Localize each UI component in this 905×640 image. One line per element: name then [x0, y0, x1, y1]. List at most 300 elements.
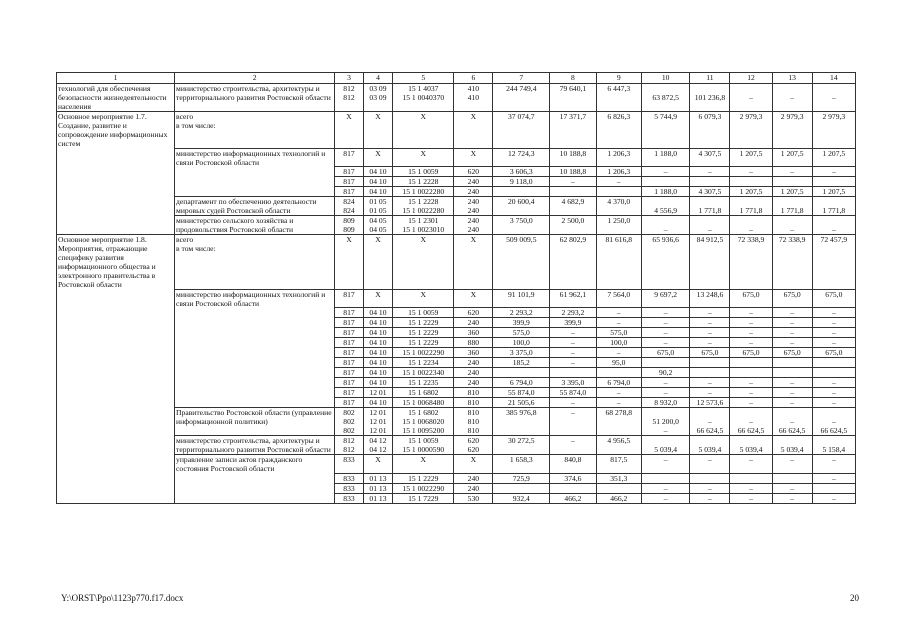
value-cell: – — [812, 318, 855, 328]
value-cell: – — [550, 348, 596, 358]
value-cell: 809 809 — [335, 216, 363, 235]
program-cell: Основное мероприятие 1.7. Создание, развитие и сопровождение информационных систем — [57, 112, 175, 149]
value-cell: – 66 624,5 — [730, 408, 772, 436]
value-cell: 15 1 0022290 — [393, 348, 454, 358]
value-cell: – — [550, 358, 596, 368]
value-cell — [596, 368, 641, 378]
executor-cell — [175, 358, 335, 368]
executor-cell: всего в том числе: — [175, 112, 335, 149]
value-cell: 817 — [335, 177, 363, 187]
value-cell: 04 10 — [363, 177, 393, 187]
table-row — [57, 289, 856, 308]
value-cell: 620 — [454, 308, 493, 318]
executor-cell: министерство сельского хозяйства и продовольствия Ростовской области — [175, 216, 335, 235]
value-cell: 675,0 — [690, 348, 730, 358]
value-cell — [812, 483, 855, 493]
value-cell: 15 1 2228 15 1 0022280 — [393, 197, 454, 216]
value-cell: 15 1 6802 — [393, 388, 454, 398]
value-cell: – — [772, 378, 812, 388]
executor-cell — [175, 348, 335, 358]
value-cell: 3 395,0 — [550, 378, 596, 388]
value-cell: 240 — [454, 358, 493, 368]
value-cell: – — [812, 388, 855, 398]
table-row — [57, 328, 856, 338]
value-cell: 240 — [454, 187, 493, 197]
value-cell: Х — [454, 148, 493, 167]
value-cell: 3 606,3 — [493, 167, 550, 177]
table-row — [57, 408, 856, 436]
column-number: 2 — [175, 73, 335, 84]
value-cell: 01 13 — [363, 493, 393, 503]
column-number: 8 — [550, 73, 596, 84]
executor-cell — [175, 318, 335, 328]
value-cell: 466,2 — [550, 493, 596, 503]
value-cell: Х — [393, 235, 454, 290]
value-cell: 01 13 — [363, 473, 393, 483]
value-cell: 810 — [454, 388, 493, 398]
executor-cell — [175, 473, 335, 483]
value-cell: – — [730, 483, 772, 493]
value-cell: 399,9 — [550, 318, 596, 328]
value-cell: 68 278,8 — [596, 408, 641, 436]
value-cell: 12 01 — [363, 388, 393, 398]
value-cell: 675,0 — [772, 289, 812, 308]
value-cell: 15 1 2228 — [393, 177, 454, 187]
program-cell — [57, 493, 175, 503]
program-cell: технологий для обеспечения безопасности жизнедеятельности населения — [57, 84, 175, 112]
value-cell: 833 — [335, 455, 363, 474]
value-cell: – — [730, 388, 772, 398]
value-cell — [690, 358, 730, 368]
value-cell: 817 — [335, 368, 363, 378]
program-cell — [57, 348, 175, 358]
value-cell: 509 009,5 — [493, 235, 550, 290]
value-cell: – — [641, 318, 689, 328]
value-cell: 15 1 2229 — [393, 318, 454, 328]
value-cell: 675,0 — [730, 348, 772, 358]
column-number: 9 — [596, 73, 641, 84]
value-cell: 20 600,4 — [493, 197, 550, 216]
table-header-row — [57, 73, 856, 84]
value-cell: – — [772, 84, 812, 112]
value-cell: 575,0 — [596, 328, 641, 338]
value-cell: – — [641, 388, 689, 398]
value-cell: – — [772, 167, 812, 177]
value-cell: Х — [363, 289, 393, 308]
value-cell: 7 564,0 — [596, 289, 641, 308]
table-row — [57, 216, 856, 235]
value-cell: – — [772, 308, 812, 318]
value-cell — [641, 358, 689, 368]
executor-cell: управление записи актов гражданского состояния Ростовской области — [175, 455, 335, 474]
value-cell: 04 05 04 05 — [363, 216, 393, 235]
value-cell — [493, 483, 550, 493]
value-cell: 10 188,8 — [550, 148, 596, 167]
value-cell — [730, 177, 772, 187]
value-cell: – — [730, 318, 772, 328]
table-row — [57, 338, 856, 348]
value-cell — [550, 368, 596, 378]
value-cell: 6 079,3 — [690, 112, 730, 149]
value-cell: 5 158,4 — [812, 436, 855, 455]
value-cell: 30 272,5 — [493, 436, 550, 455]
value-cell: 15 1 0059 — [393, 308, 454, 318]
program-cell — [57, 483, 175, 493]
table-row — [57, 348, 856, 358]
value-cell: – — [690, 167, 730, 177]
value-cell: 04 10 — [363, 167, 393, 177]
value-cell: 03 09 03 09 — [363, 84, 393, 112]
value-cell: – — [641, 483, 689, 493]
value-cell: 185,2 — [493, 358, 550, 368]
value-cell — [730, 368, 772, 378]
value-cell: 810 810 810 — [454, 408, 493, 436]
table-row — [57, 436, 856, 455]
value-cell: – — [772, 493, 812, 503]
value-cell: – — [690, 318, 730, 328]
value-cell: – — [730, 216, 772, 235]
value-cell: 240 — [454, 483, 493, 493]
value-cell: 817 — [335, 398, 363, 408]
column-number: 6 — [454, 73, 493, 84]
value-cell — [730, 358, 772, 368]
value-cell: – — [690, 483, 730, 493]
value-cell: – — [690, 388, 730, 398]
value-cell: – — [730, 167, 772, 177]
program-cell — [57, 148, 175, 167]
value-cell: – — [690, 308, 730, 318]
column-number: 11 — [690, 73, 730, 84]
column-number: 3 — [335, 73, 363, 84]
executor-cell — [175, 398, 335, 408]
value-cell: 1 771,8 — [812, 197, 855, 216]
table-row — [57, 84, 856, 112]
value-cell — [812, 358, 855, 368]
value-cell — [812, 177, 855, 187]
value-cell: – — [596, 318, 641, 328]
value-cell: 240 — [454, 368, 493, 378]
value-cell: 3 750,0 — [493, 216, 550, 235]
value-cell: 4 307,5 — [690, 187, 730, 197]
program-cell: Основное мероприятие 1.8. Мероприятия, отражающие специфику развития информационного общества и электронного правительства в Ростовской области — [57, 235, 175, 290]
value-cell: 15 1 2235 — [393, 378, 454, 388]
executor-cell — [175, 368, 335, 378]
executor-cell — [175, 167, 335, 177]
value-cell: – — [596, 177, 641, 187]
value-cell: 530 — [454, 493, 493, 503]
value-cell: – — [772, 398, 812, 408]
value-cell: 817 — [335, 167, 363, 177]
column-number: 7 — [493, 73, 550, 84]
value-cell: – — [812, 398, 855, 408]
value-cell: 55 874,0 — [550, 388, 596, 398]
value-cell: 1 207,5 — [730, 187, 772, 197]
value-cell — [772, 177, 812, 187]
value-cell: 61 962,1 — [550, 289, 596, 308]
value-cell: 12 724,3 — [493, 148, 550, 167]
value-cell: – — [772, 328, 812, 338]
value-cell: 5 039,4 — [730, 436, 772, 455]
value-cell — [690, 368, 730, 378]
value-cell: 04 10 — [363, 368, 393, 378]
value-cell: 675,0 — [730, 289, 772, 308]
value-cell: 04 10 — [363, 398, 393, 408]
executor-cell: всего в том числе: — [175, 235, 335, 290]
value-cell: – — [690, 455, 730, 474]
value-cell: 2 500,0 — [550, 216, 596, 235]
value-cell: – — [641, 378, 689, 388]
value-cell: – — [596, 388, 641, 398]
value-cell: 817 — [335, 348, 363, 358]
program-cell — [57, 436, 175, 455]
value-cell: Х — [393, 148, 454, 167]
value-cell: 817 — [335, 338, 363, 348]
value-cell: 675,0 — [812, 348, 855, 358]
value-cell: 51 200,0 – — [641, 408, 689, 436]
column-number: 5 — [393, 73, 454, 84]
table-row — [57, 235, 856, 290]
value-cell: 1 658,3 — [493, 455, 550, 474]
value-cell: 15 1 2229 — [393, 473, 454, 483]
value-cell: 79 640,1 — [550, 84, 596, 112]
value-cell: 620 620 — [454, 436, 493, 455]
table-row — [57, 358, 856, 368]
value-cell: 15 1 2234 — [393, 358, 454, 368]
value-cell: 1 207,5 — [772, 148, 812, 167]
value-cell: 81 616,8 — [596, 235, 641, 290]
table-row — [57, 197, 856, 216]
value-cell: 9 118,0 — [493, 177, 550, 187]
value-cell: 240 — [454, 318, 493, 328]
value-cell: 1 207,5 — [812, 187, 855, 197]
value-cell: 15 1 0022280 — [393, 187, 454, 197]
value-cell: – — [690, 378, 730, 388]
value-cell — [690, 473, 730, 483]
value-cell: – — [812, 167, 855, 177]
value-cell: – — [730, 398, 772, 408]
program-cell — [57, 167, 175, 177]
value-cell: – 66 624,5 — [690, 408, 730, 436]
value-cell: 1 207,5 — [730, 148, 772, 167]
value-cell: 04 12 04 12 — [363, 436, 393, 455]
value-cell: Х — [454, 235, 493, 290]
value-cell: 1 207,5 — [812, 148, 855, 167]
value-cell: 15 1 0059 — [393, 167, 454, 177]
value-cell: 3 375,0 — [493, 348, 550, 358]
program-cell — [57, 328, 175, 338]
value-cell: – — [772, 318, 812, 328]
value-cell: 2 293,2 — [550, 308, 596, 318]
column-number: 14 — [812, 73, 855, 84]
value-cell: 12 573,6 — [690, 398, 730, 408]
executor-cell: министерство строительства, архитектуры и территориального развития Ростовской области — [175, 436, 335, 455]
value-cell: 04 10 — [363, 187, 393, 197]
value-cell: Х — [335, 112, 363, 149]
executor-cell: Правительство Ростовской области (управление информационной политики) — [175, 408, 335, 436]
executor-cell — [175, 378, 335, 388]
value-cell: 15 1 0068480 — [393, 398, 454, 408]
program-cell — [57, 378, 175, 388]
program-cell — [57, 358, 175, 368]
program-cell — [57, 308, 175, 318]
value-cell: 04 10 — [363, 338, 393, 348]
value-cell: 6 794,0 — [493, 378, 550, 388]
value-cell: Х — [393, 455, 454, 474]
value-cell: 5 039,4 — [641, 436, 689, 455]
value-cell: 817 — [335, 308, 363, 318]
column-number: 12 — [730, 73, 772, 84]
value-cell: – — [730, 308, 772, 318]
value-cell: 1 188,0 — [641, 148, 689, 167]
value-cell: – — [550, 177, 596, 187]
value-cell: 466,2 — [596, 493, 641, 503]
program-cell — [57, 197, 175, 216]
value-cell: 101 236,8 — [690, 84, 730, 112]
executor-cell — [175, 177, 335, 187]
value-cell: – — [550, 408, 596, 436]
table-row — [57, 483, 856, 493]
value-cell: – — [690, 328, 730, 338]
value-cell: 15 1 0022290 — [393, 483, 454, 493]
value-cell: – — [641, 308, 689, 318]
table-row — [57, 112, 856, 149]
executor-cell — [175, 338, 335, 348]
value-cell: – — [596, 348, 641, 358]
table-row — [57, 473, 856, 483]
value-cell: 360 — [454, 348, 493, 358]
value-cell: 6 826,3 — [596, 112, 641, 149]
value-cell: 5 744,9 — [641, 112, 689, 149]
value-cell: 72 457,9 — [812, 235, 855, 290]
value-cell: 15 1 4037 15 1 0040370 — [393, 84, 454, 112]
value-cell: Х — [363, 235, 393, 290]
value-cell: 100,0 — [493, 338, 550, 348]
value-cell: 15 1 2229 — [393, 328, 454, 338]
value-cell: 840,8 — [550, 455, 596, 474]
value-cell: 1 771,8 — [772, 197, 812, 216]
value-cell: 6 447,3 — [596, 84, 641, 112]
column-number: 4 — [363, 73, 393, 84]
value-cell: – 66 624,5 — [812, 408, 855, 436]
program-cell — [57, 216, 175, 235]
budget-table — [56, 72, 856, 504]
value-cell: 675,0 — [812, 289, 855, 308]
value-cell: – — [772, 388, 812, 398]
program-cell — [57, 187, 175, 197]
value-cell: – — [812, 308, 855, 318]
value-cell: 04 10 — [363, 348, 393, 358]
value-cell: 675,0 — [772, 348, 812, 358]
program-cell — [57, 473, 175, 483]
value-cell: 817 — [335, 289, 363, 308]
value-cell: – — [812, 455, 855, 474]
executor-cell: департамент по обеспечению деятельности мировых судей Ростовской области — [175, 197, 335, 216]
value-cell: – — [641, 167, 689, 177]
value-cell: – — [730, 493, 772, 503]
table-row — [57, 378, 856, 388]
value-cell: 817 — [335, 388, 363, 398]
value-cell: 812 812 — [335, 436, 363, 455]
executor-cell — [175, 483, 335, 493]
value-cell: 55 874,0 — [493, 388, 550, 398]
value-cell: 21 505,6 — [493, 398, 550, 408]
value-cell: 833 — [335, 483, 363, 493]
value-cell: Х — [363, 148, 393, 167]
value-cell: 15 1 6802 15 1 0068020 15 1 0095200 — [393, 408, 454, 436]
value-cell: 817 — [335, 187, 363, 197]
file-path: Y:\ORST\Ppo\1123p770.f17.docx — [61, 593, 184, 603]
value-cell — [812, 368, 855, 378]
value-cell: 351,3 — [596, 473, 641, 483]
value-cell: – — [550, 338, 596, 348]
value-cell: 824 824 — [335, 197, 363, 216]
program-cell — [57, 368, 175, 378]
value-cell: 10 188,8 — [550, 167, 596, 177]
table-row — [57, 368, 856, 378]
value-cell: 6 794,0 — [596, 378, 641, 388]
value-cell: – — [812, 378, 855, 388]
value-cell: 725,9 — [493, 473, 550, 483]
value-cell: – — [730, 338, 772, 348]
value-cell: – — [730, 328, 772, 338]
value-cell: – — [812, 473, 855, 483]
value-cell: 240 240 — [454, 216, 493, 235]
program-cell — [57, 289, 175, 308]
value-cell: – — [772, 216, 812, 235]
value-cell: 63 872,5 — [641, 84, 689, 112]
table-row — [57, 177, 856, 187]
executor-cell: министерство информационных технологий и связи Ростовской области — [175, 148, 335, 167]
value-cell: 8 932,0 — [641, 398, 689, 408]
value-cell: 72 338,9 — [730, 235, 772, 290]
table-row — [57, 455, 856, 474]
page-number: 20 — [850, 593, 859, 603]
value-cell: 802 802 802 — [335, 408, 363, 436]
program-cell — [57, 318, 175, 328]
executor-cell — [175, 388, 335, 398]
value-cell: Х — [454, 455, 493, 474]
value-cell: Х — [363, 112, 393, 149]
value-cell: 15 1 7229 — [393, 493, 454, 503]
value-cell — [550, 187, 596, 197]
value-cell: 90,2 — [641, 368, 689, 378]
table-row — [57, 148, 856, 167]
value-cell — [641, 473, 689, 483]
value-cell: 360 — [454, 328, 493, 338]
value-cell: 17 371,7 — [550, 112, 596, 149]
value-cell: 812 812 — [335, 84, 363, 112]
value-cell — [772, 368, 812, 378]
executor-cell — [175, 328, 335, 338]
value-cell: 65 936,6 — [641, 235, 689, 290]
program-cell — [57, 338, 175, 348]
value-cell: – — [730, 84, 772, 112]
value-cell — [730, 473, 772, 483]
value-cell: 4 682,9 — [550, 197, 596, 216]
value-cell: – — [812, 84, 855, 112]
value-cell: – — [550, 436, 596, 455]
table-row — [57, 187, 856, 197]
value-cell: 4 556,9 — [641, 197, 689, 216]
value-cell: 95,0 — [596, 358, 641, 368]
value-cell: 374,6 — [550, 473, 596, 483]
program-cell — [57, 177, 175, 187]
value-cell: 04 10 — [363, 378, 393, 388]
value-cell — [493, 187, 550, 197]
table-row — [57, 308, 856, 318]
value-cell — [690, 177, 730, 187]
value-cell: 399,9 — [493, 318, 550, 328]
